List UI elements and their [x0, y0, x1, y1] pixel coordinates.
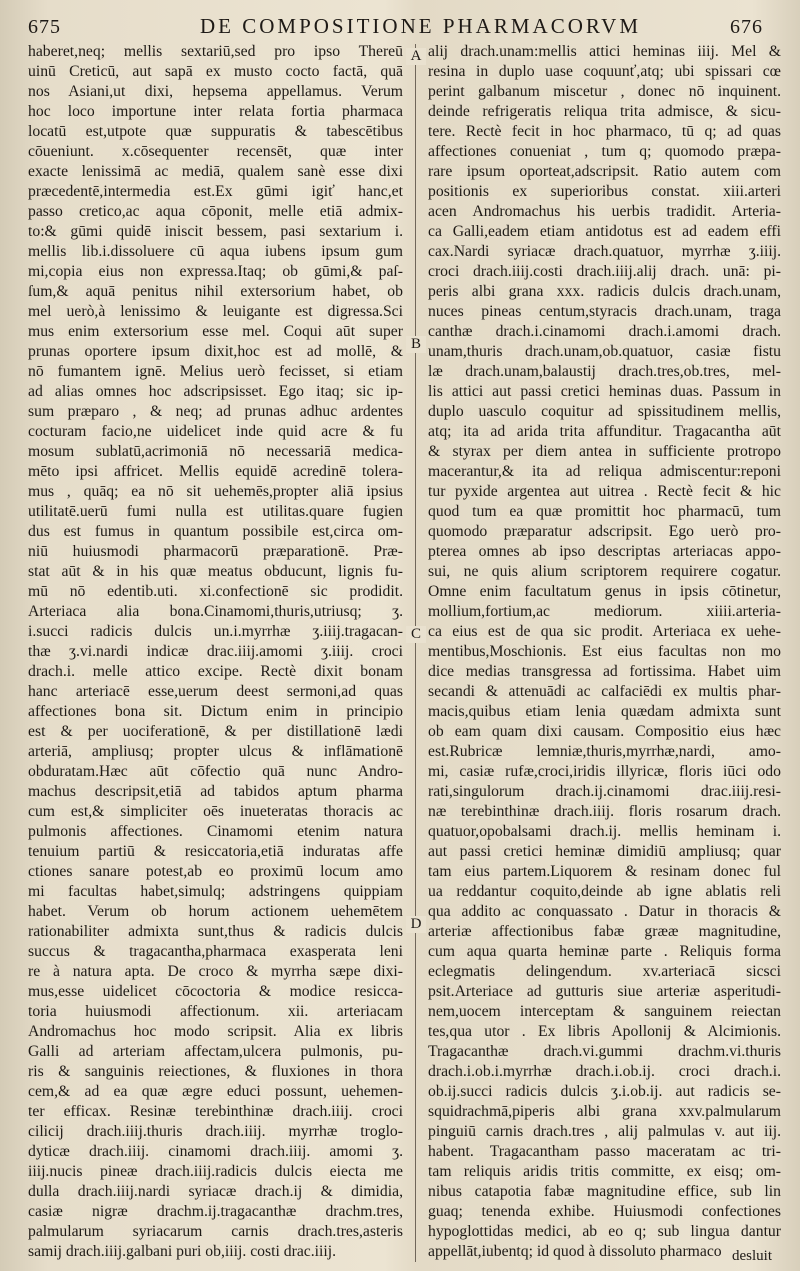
left-text-column	[28, 42, 403, 1262]
text-line: palmularum syriacarum carnis drach.tres,asteris	[28, 1223, 403, 1240]
text-line: qua addito ac conquassato . Datur in thoracis &	[428, 903, 781, 920]
text-line: & styrax per diem antea in sufficiente protropo	[428, 443, 781, 460]
text-line: iiij.nucis pineæ drach.iiij.radicis dulcis eiecta me	[28, 1163, 403, 1180]
text-line: sui, ne quis alium scriptorem requirere cogatur.	[428, 563, 781, 580]
text-line: ſum,& aquā penitus nihil extersorium habet, ob	[28, 283, 403, 300]
text-line: Tragacanthæ drach.vi.gummi drachm.vi.thuris	[428, 1043, 781, 1060]
text-line: deinde refrigeratis reliqua trita admisce, & sicu-	[428, 103, 781, 120]
text-line: mus enim extersorium esse mel. Coqui aūt super	[28, 323, 403, 340]
text-line: ca eius est de qua sic prodit. Arteriaca ex uehe-	[428, 623, 781, 640]
text-line: mentibus,Moschionis. Est eius facultas non mo	[428, 643, 781, 660]
text-line: cilicij drach.iiij.thuris drach.iiij. myrrhæ troglo-	[28, 1123, 403, 1140]
text-line: eclegmatis delingendum. xv.arteriacā sicsci	[428, 963, 781, 980]
text-line: mollium,fortium,ac mediorum. xiiii.arteria-	[428, 603, 781, 620]
text-line: quomodo præparatur adscripsit. Ego uerò pro-	[428, 523, 781, 540]
text-line: psit.Arteriace ad gutturis siue arteriæ asperitudi-	[428, 983, 781, 1000]
margin-letter-d: D	[406, 916, 426, 933]
text-line: haberet,neq; mellis sextariū,sed pro ipso Thereū	[28, 43, 403, 60]
text-line: uinū Creticū, aut sapā ex musto cocto factā, quā	[28, 63, 403, 80]
text-line: drach.i.ob.i.myrrhæ drach.i.ob.ij. croci drach.i.	[428, 1063, 781, 1080]
running-header	[0, 10, 800, 42]
text-line: guaq; tenenda exhibe. Huiusmodi confectiones	[428, 1203, 781, 1220]
text-line: est & per uociferationē, & per distillationē lædi	[28, 723, 403, 740]
text-line: nō fumantem ignē. Melius uerò fecisset, si etiam	[28, 363, 403, 380]
text-line: ter efficax. Resinæ terebinthinæ drach.iiij. croci	[28, 1103, 403, 1120]
text-line: toria huiusmodi affectionum. xii. arteriacam	[28, 1003, 403, 1020]
text-line: utilitatē.uerū fumi nulla est utilitas.quare fugien	[28, 503, 403, 520]
text-line: Andromachus hoc modo scripsit. Alia ex libris	[28, 1023, 403, 1040]
text-line: to:& gūmi quidē iniscit bessem, pasi sextarium i.	[28, 223, 403, 240]
text-line: ua reddantur coquito,deinde ab igne ablatis reli	[428, 883, 781, 900]
text-line: mēto ipsi affricet. Mellis equidē acredinē tolera-	[28, 463, 403, 480]
text-line: nuces pineas centum,styracis drach.unam, traga	[428, 303, 781, 320]
text-line: mel uerò,à lenissimo & leuigante est digressa.Sci	[28, 303, 403, 320]
text-line: rati,singulorum drach.ij.cinamomi drac.iiij.resi-	[428, 783, 781, 800]
text-line: atq; ita ad arida trita affunditur. Tragacantha aūt	[428, 423, 781, 440]
text-line: obduratam.Hæc aūt cōfectio quā nunc Andro-	[28, 763, 403, 780]
column-divider-rule	[415, 44, 416, 1262]
text-line: stat aūt & in his quæ meatus obducunt, lignis fu-	[28, 563, 403, 580]
text-line: peris albi grana xxx. radicis dulcis drach.unam,	[428, 283, 781, 300]
text-line: dyticæ drach.iiij. cinamomi drach.iiij. amomi ʒ.	[28, 1143, 403, 1160]
text-line: mi, casiæ rufæ,croci,iridis illyricæ, floris iūci odo	[428, 763, 781, 780]
text-line: lis attici aut passi cretici heminas duas. Passum in	[428, 383, 781, 400]
text-line: rare ipsum oporteat,adscripsit. Ratio autem com	[428, 163, 781, 180]
margin-letter-b: B	[406, 336, 426, 353]
catchword: desluit	[732, 1248, 772, 1264]
text-line: cax.Nardi syriacæ drach.quatuor, myrrhæ ʒ.iiij.	[428, 243, 781, 260]
text-line: mus,esse uidelicet cōcoctoria & modice resicca-	[28, 983, 403, 1000]
text-line: passo cretico,ac aqua cōponit, melle etiā admix-	[28, 203, 403, 220]
page-number-left: 675	[28, 16, 61, 38]
text-line: næ terebinthinæ drach.iiij. floris rosarum drach.	[428, 803, 781, 820]
text-line: ctiones sanare potest,ab eo proximū locum amo	[28, 863, 403, 880]
text-line: affectiones conueniat , tum q; quomodo præpa-	[428, 143, 781, 160]
text-line: cum est,& simpliciter oēs inueteratas thoracis ac	[28, 803, 403, 820]
text-line: sum præparo , & neq; ad prunas adhuc ardentes	[28, 403, 403, 420]
text-line: quatuor,opobalsami drach.ij. mellis heminam i.	[428, 823, 781, 840]
text-line: casiæ nigræ drachm.ij.tragacanthæ drachm.tres,	[28, 1203, 403, 1220]
text-line: i.succi radicis dulcis un.i.myrrhæ ʒ.iiij.tragacan-	[28, 623, 403, 640]
text-line: resina in duplo uase coquunť,atq; ubi spissari cœ	[428, 63, 781, 80]
text-line: tam eius partem.Liquorem & resinam donec ful	[428, 863, 781, 880]
text-line: prunas oportere ipsum dixit,hoc est ad mollē, &	[28, 343, 403, 360]
margin-letter-c: C	[406, 626, 426, 643]
text-line: mi,copia eius non expressa.Itaq; ob gūmi,& paſ-	[28, 263, 403, 280]
text-line: tes,qua utor . Ex libris Apollonij & Alcimionis.	[428, 1023, 781, 1040]
text-line: mosum sublatū,acrimoniā nō necessariā medica-	[28, 443, 403, 460]
text-line: affectiones bona sit. Dictum enim in principio	[28, 703, 403, 720]
text-line: dulla drach.iiij.nardi syriacæ drach.ij & dimidia,	[28, 1183, 403, 1200]
text-line: nibus catapotia fabæ magnitudine effice, sub lin	[428, 1183, 781, 1200]
text-line: mellis lib.i.dissoluere cū aqua iubens ipsum gum	[28, 243, 403, 260]
text-line: appellāt,iubentq; id quod à dissoluto pharmaco	[428, 1243, 722, 1260]
text-line: cocturam facio,ne uidelicet inde quid acre & fu	[28, 423, 403, 440]
text-line: mi facultas habet,simulq; adstringens quippiam	[28, 883, 403, 900]
text-line: pulmonis affectiones. Cinamomi etenim natura	[28, 823, 403, 840]
text-line: tur pyxide argentea aut uitrea . Rectè fecit & hic	[428, 483, 781, 500]
text-line: perint galbanum miscetur , donec nō inquinent.	[428, 83, 781, 100]
text-line: ob eam quam dixi causam. Compositio eius hæc	[428, 723, 781, 740]
text-line: positionis ex superioribus constat. xiii.arteri	[428, 183, 781, 200]
text-line: Arteriaca alia bona.Cinamomi,thuris,utriusq; ʒ.	[28, 603, 403, 620]
text-line: tere. Rectè fecit in hoc pharmaco, tū q; ad quas	[428, 123, 781, 140]
margin-letter-a: A	[406, 48, 426, 65]
text-line: est.Rubricæ lemniæ,thuris,myrrhæ,nardi, amo-	[428, 743, 781, 760]
text-line: macis,quibus etiam lenia quædam admixta sunt	[428, 703, 781, 720]
text-line: secandi & attenuādi ac calfaciēdi ex multis phar-	[428, 683, 781, 700]
text-line: ca Galli,eadem etiam antidotus est ad eadem effi	[428, 223, 781, 240]
text-line: Omne enim facultatum genus in ipsis cōtinetur,	[428, 583, 781, 600]
text-line: acen Andromachus his uerbis tradidit. Arteria-	[428, 203, 781, 220]
text-line: croci drach.iiij.costi drach.iiij.alij drach. unā: pi-	[428, 263, 781, 280]
text-line: tenuium partiū & resiccatoria,etiā induratas affe	[28, 843, 403, 860]
text-line: arteriæ affectionibus fabæ grææ magnitudine,	[428, 923, 781, 940]
text-line: arteriā, ampliusq; propter ulcus & inflāmationē	[28, 743, 403, 760]
text-line: squidrachmā,piperis albi grana xxv.palmularum	[428, 1103, 781, 1120]
text-line: nos Asiani,ut dixi, hepsema appellamus. Verum	[28, 83, 403, 100]
text-line: macerantur,& ita ad reliqua admiscentur:reponi	[428, 463, 781, 480]
page-number-right: 676	[730, 16, 763, 38]
text-line: tam reliquis aridis tritis committe, ex eisq; om-	[428, 1163, 781, 1180]
column-gutter	[403, 0, 428, 1271]
text-line: niū huiusmodi pharmacorū præparationē. Præ-	[28, 543, 403, 560]
text-line: rationabiliter admixta sunt,thus & radicis dulcis	[28, 923, 403, 940]
text-line: exacte lenissimā ac mediā, qualem sanè esse dixi	[28, 163, 403, 180]
text-line: mus , quāq; ea nō sit uehemēs,propter aliā ipsius	[28, 483, 403, 500]
text-line: mū nō edentib.uti. xi.confectionē sic prodidit.	[28, 583, 403, 600]
text-line: samij drach.iiij.galbani puri ob,iiij. costi drac.iiij.	[28, 1243, 337, 1260]
text-line: ob.ij.succi radicis dulcis ʒ.i.ob.ij. aut radicis se-	[428, 1083, 781, 1100]
text-line: hanc arteriacē esse,uerum deest sermoni,ad quas	[28, 683, 403, 700]
text-line: ad alias omnes hoc adscripsisset. Ego itaq; sic ip-	[28, 383, 403, 400]
text-line: thæ ʒ.vi.nardi indicæ drac.iiij.amomi ʒ.iiij. croci	[28, 643, 403, 660]
text-line: machus descripsit,etiā ad tabidos aptum pharma	[28, 783, 403, 800]
text-line: unam,thuris drach.unam,ob.quatuor, casiæ fistu	[428, 343, 781, 360]
text-line: aut passi cretici heminæ dimidiū ampliusq; quar	[428, 843, 781, 860]
running-title: DE COMPOSITIONE PHARMACORVM	[200, 14, 642, 38]
text-line: cōueniunt. x.cōsequenter recensēt, quæ inter	[28, 143, 403, 160]
text-line: habet. Verum ob horum actionem uehemētem	[28, 903, 403, 920]
text-line: locatū est,utpote quæ suppuratis & tabescētibus	[28, 123, 403, 140]
text-line: quod tum ea quæ promittit hoc pharmacū, tum	[428, 503, 781, 520]
text-line: canthæ drach.i.cinamomi drach.i.amomi drach.	[428, 323, 781, 340]
text-line: duplo uasculo coquitur ad spissitudinem mellis,	[428, 403, 781, 420]
text-line: alij drach.unam:mellis attici heminas iiij. Mel &	[428, 43, 781, 60]
text-line: habent. Tragacantham passo maceratam ac tri-	[428, 1143, 781, 1160]
text-line: drach.i. melle attico excipe. Rectè dixit bonam	[28, 663, 403, 680]
text-line: præcedentē,intermedia est.Ex gūmi igiť hanc,et	[28, 183, 403, 200]
right-text-column	[428, 42, 781, 1262]
text-line: dus est fumus in quantum possibile est,circa om-	[28, 523, 403, 540]
text-line: hoc loco importune inter relata fortia pharmaca	[28, 103, 403, 120]
text-line: cum aqua quarta heminæ parte . Reliquis forma	[428, 943, 781, 960]
text-line: cem,& ad ea quæ ægre educi possunt, uehemen-	[28, 1083, 403, 1100]
text-line: nem,uocem interceptam & sanguinem reiectan	[428, 1003, 781, 1020]
text-line: ris & sanguinis reiectiones, & fluxiones in thora	[28, 1063, 403, 1080]
text-line: læ drach.unam,balaustij drach.tres,ob.tres, mel-	[428, 363, 781, 380]
text-line: re à natura apta. De croco & myrrha sæpe dixi-	[28, 963, 403, 980]
text-line: succus & tragacantha,pharmaca exasperata leni	[28, 943, 403, 960]
text-line: pterea omnes ab ipso descriptas arteriacas appo-	[428, 543, 781, 560]
text-line: Galli ad arteriam affectam,ulcera pulmonis, pu-	[28, 1043, 403, 1060]
text-line: dice medias transgressa ad fortissima. Habet uim	[428, 663, 781, 680]
text-line: pinguiū carnis drach.tres , alij palmulas v. aut iij.	[428, 1123, 781, 1140]
text-line: hypoglottidas medici, ab eo q; sub lingua dantur	[428, 1223, 781, 1240]
